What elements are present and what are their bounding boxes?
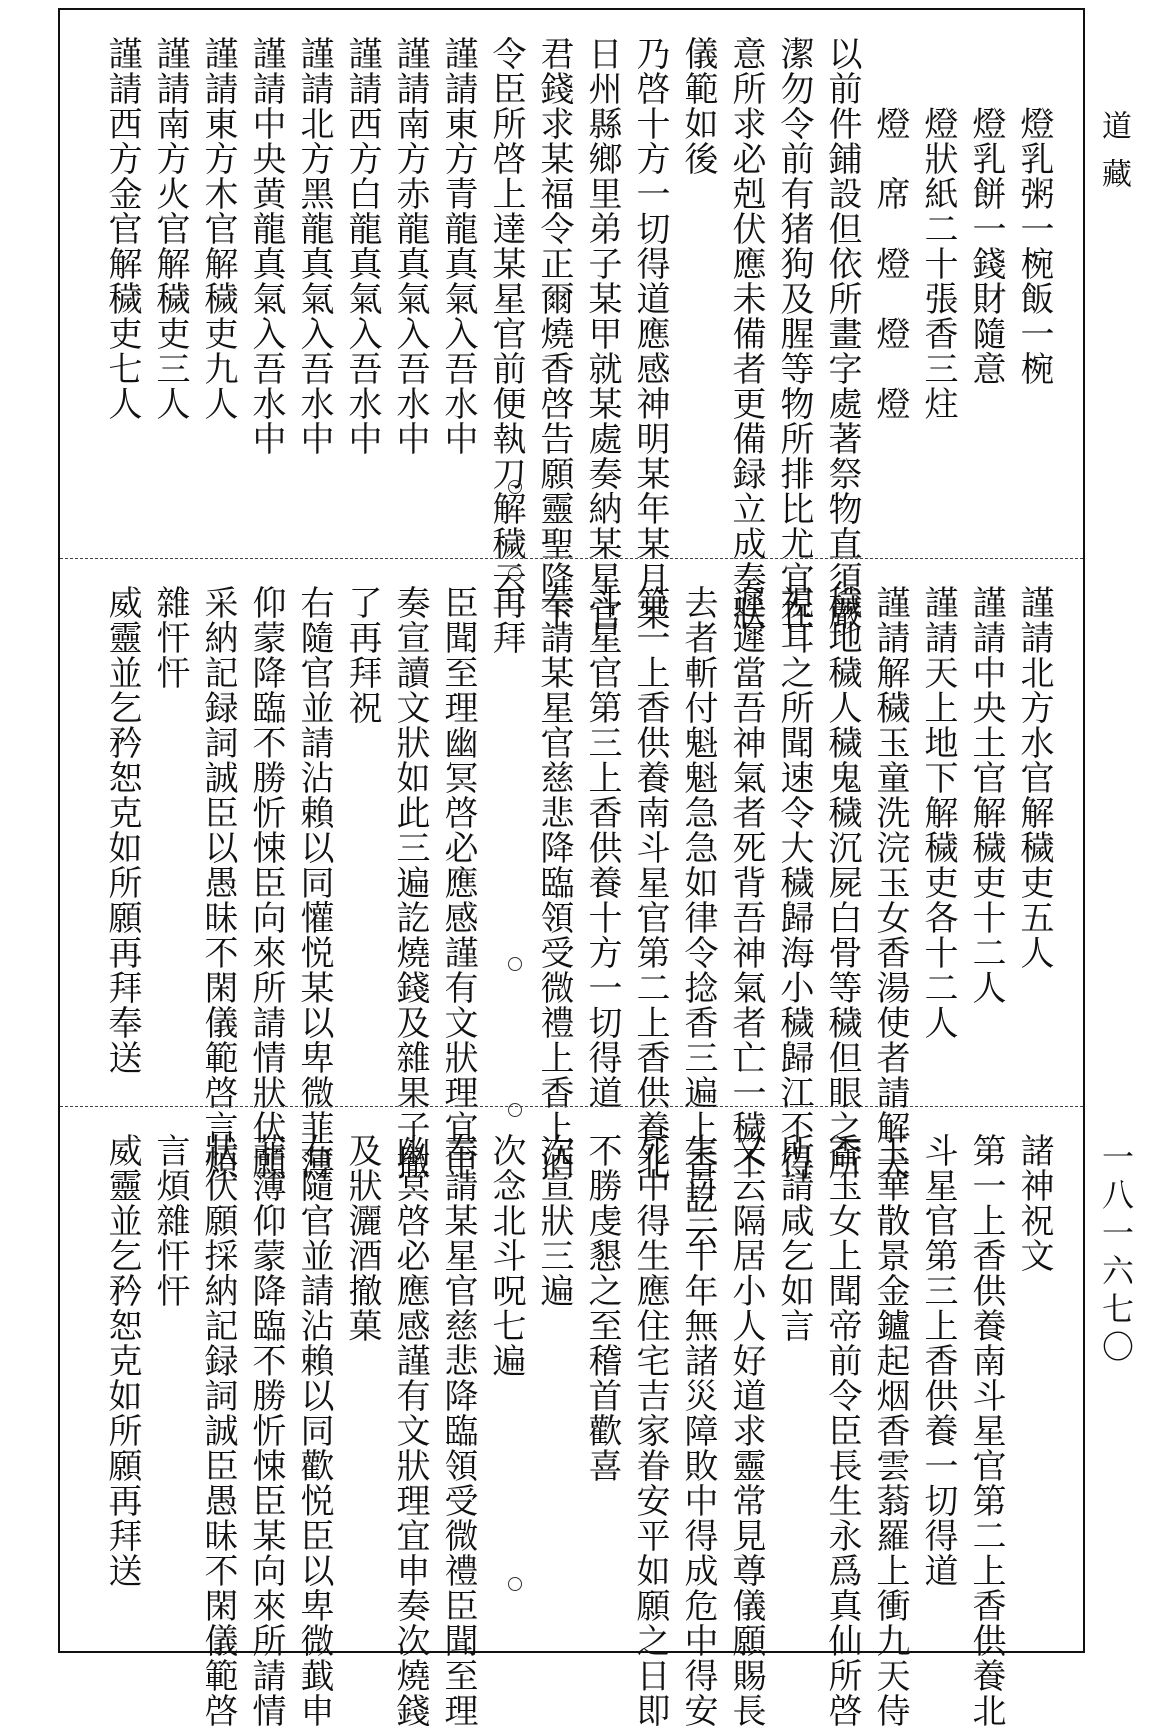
text-column: 謹請解穢玉童洗浣玉女香湯使者請解天	[870, 585, 910, 1180]
text-column: 視耳之所聞速令大穢歸海小穢歸江不得	[774, 585, 814, 1180]
text-column: 謹請東方青龍真氣入吾水中	[438, 36, 478, 456]
text-column: 了再拜祝	[342, 585, 382, 725]
text-column: 玉華散景金鑪起烟香雲蓊羅上衝九天侍	[870, 1133, 910, 1728]
text-column: 菲薄仰蒙降臨不勝忻悚臣某向來所請情	[246, 1133, 286, 1728]
text-column: 燈狀紙二十張香三炷	[918, 36, 958, 421]
circle-mark-icon	[508, 567, 522, 581]
text-column: 謹請東方木官解穢吏九人	[198, 36, 238, 421]
text-column: 君錢求某福令正爾燒香啓告願靈聖降下	[534, 36, 574, 631]
circle-mark-icon	[508, 480, 522, 494]
text-column: 謹請中央黄龍真氣入吾水中	[246, 36, 286, 456]
text-column: 及狀灑酒撤菓	[342, 1133, 382, 1343]
text-column: 威靈並乞矜恕克如所願再拜奉送	[102, 585, 142, 1075]
text-column: 奉請某星官慈悲降臨領受微禮上香上酒	[534, 585, 574, 1180]
text-column: 威靈並乞矜恕克如所願再拜送	[102, 1133, 142, 1588]
text-column: 再拜	[486, 585, 526, 655]
text-column: 以前件鋪設但依所畫字處著祭物直須嚴	[822, 36, 862, 631]
text-column: 謹請天上地下解穢吏各十二人	[918, 585, 958, 1040]
text-column: 去者斬付魁魁急急如律令捻香三遍上香訖云	[678, 585, 718, 1250]
column-group	[95, 1133, 1055, 1728]
text-column: 謹請西方金官解穢吏七人	[102, 36, 142, 421]
text-column: 第一上香供養南斗星官第二上香供養北	[630, 585, 670, 1180]
text-column: 謹請北方水官解穢吏五人	[1014, 585, 1054, 970]
page-frame	[58, 8, 1085, 1728]
text-column: 斗星官第三上香供養一切得道	[918, 1133, 958, 1588]
text-column: 言煩雜忓忓	[150, 1133, 190, 1308]
text-column: 令臣所啓上達某星官前便執刀解穢云	[486, 36, 526, 596]
page-number: 一八一六七〇	[1097, 1140, 1135, 1368]
text-column: 遲遲當吾神氣者死背吾神氣者亡一穢不	[726, 585, 766, 1180]
text-column: 謹請南方赤龍真氣入吾水中	[390, 36, 430, 456]
text-column: 生百二十年無諸災障敗中得成危中得安	[678, 1133, 718, 1728]
text-column: 奏宣讀文狀如此三遍訖燒錢及雜果子撤	[390, 585, 430, 1180]
text-column: 不勝虔懇之至稽首歡喜	[582, 1133, 622, 1483]
text-column: 穢地穢人穢鬼穢沉屍白骨等穢但眼之所	[822, 585, 862, 1180]
text-column: 所請咸乞如言	[774, 1133, 814, 1343]
text-column: 謹請南方火官解穢吏三人	[150, 36, 190, 421]
circle-mark-icon	[508, 957, 522, 971]
text-column: 右隨官並請沾賴以同懽悦某以卑微菲薄	[294, 585, 334, 1180]
text-column: 燈 席 燈 燈 燈	[870, 36, 910, 421]
column-group	[95, 36, 1055, 631]
text-column: 右隨官並請沾賴以同歡悦臣以卑微韯申	[294, 1133, 334, 1728]
text-column: 謹請北方黑龍真氣入吾水中	[294, 36, 334, 456]
text-column: 仰蒙降臨不勝忻悚臣向來所請情狀伏願	[246, 585, 286, 1180]
text-column: 謹請中央土官解穢吏十二人	[966, 585, 1006, 1005]
text-column: 乃啓十方一切得道應感神明某年某月某	[630, 36, 670, 631]
text-column: 第一上香供養南斗星官第二上香供養北	[966, 1133, 1006, 1728]
text-column: 狀伏願採納記録詞誠臣愚昧不閑儀範啓	[198, 1133, 238, 1728]
text-column: 儀範如後	[678, 36, 718, 176]
text-panel-bottom	[60, 1106, 1083, 1728]
collection-title: 道藏	[1096, 110, 1131, 206]
text-column: 次宣狀三遍	[534, 1133, 574, 1308]
text-column: 臣聞至理幽冥啓必應感謹有文狀理宜申	[438, 585, 478, 1180]
text-column: 日州縣鄉里弟子某甲就某處奏納某星官	[582, 36, 622, 631]
text-column: 幽冥啓必應感謹有文狀理宜申奏次燒錢	[390, 1133, 430, 1728]
text-column: 死中得生應住宅吉家眷安平如願之日即	[630, 1133, 670, 1728]
text-column: 雜忓忓	[150, 585, 190, 690]
text-column: 斗星官第三上香供養十方一切得道	[582, 585, 622, 1110]
text-column: 意所求必剋伏應未備者更備録立成奏狀	[726, 36, 766, 631]
circle-mark-icon	[508, 1103, 522, 1117]
text-column: 諸神祝文	[1014, 1133, 1054, 1273]
text-column: 次念北斗呪七遍	[486, 1133, 526, 1378]
text-column: 采納記録詞誠臣以愚昧不閑儀範啓言煩	[198, 585, 238, 1180]
text-column: 又云隔居小人好道求靈常見尊儀願賜長	[726, 1133, 766, 1728]
text-column: 謹請西方白龍真氣入吾水中	[342, 36, 382, 456]
text-column: 燈乳餅一錢財隨意	[966, 36, 1006, 386]
text-column: 潔勿令前有猪狗及腥等物所排比尤宜在	[774, 36, 814, 631]
text-column: 奉請某星官慈悲降臨領受微禮臣聞至理	[438, 1133, 478, 1728]
text-column: 燈乳粥一椀飯一椀	[1014, 36, 1054, 386]
text-column: 香玉女上聞帝前令臣長生永爲真仙所啓	[822, 1133, 862, 1728]
circle-mark-icon	[508, 1577, 522, 1591]
